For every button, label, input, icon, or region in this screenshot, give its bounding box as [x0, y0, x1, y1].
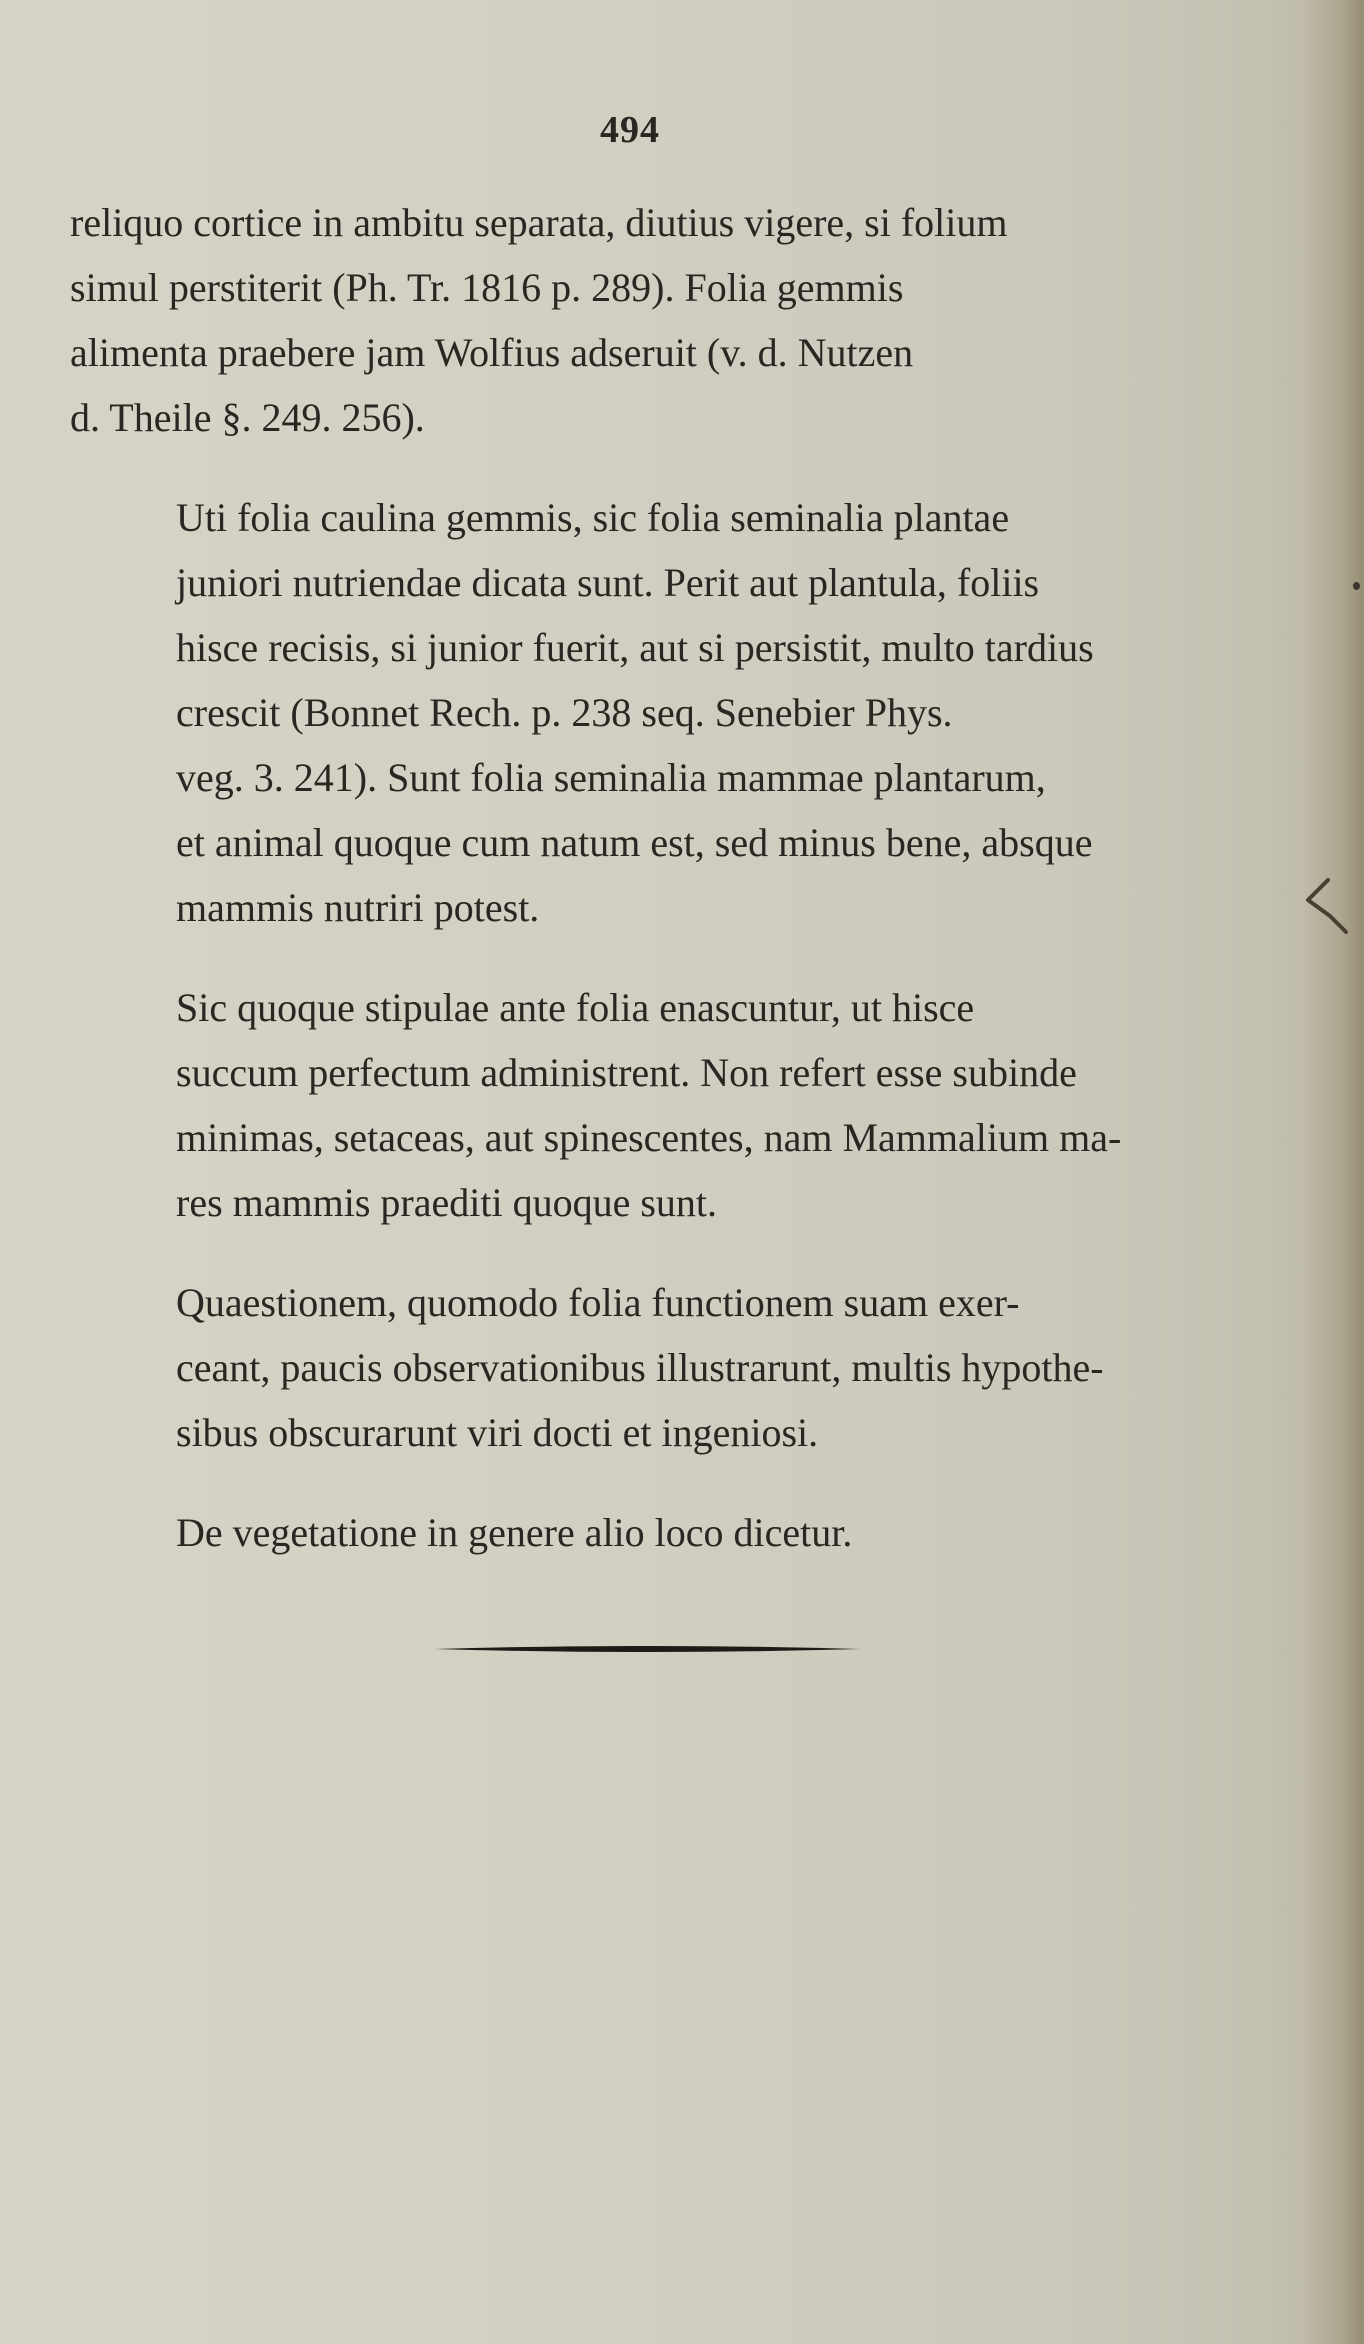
margin-dot: [1353, 582, 1360, 590]
text-line: alimenta praebere jam Wolfius adseruit (v. d. Nutzen: [70, 330, 914, 375]
text-line: minimas, setaceas, aut spinescentes, nam Mammalium ma-: [176, 1115, 1122, 1160]
section-end-rule: [435, 1641, 860, 1657]
text-line: res mammis praediti quoque sunt.: [176, 1180, 718, 1225]
text-line: veg. 3. 241). Sunt folia seminalia mammae plantarum,: [176, 755, 1046, 800]
paragraph-1: [70, 190, 1220, 450]
text-line: mammis nutriri potest.: [176, 885, 540, 930]
text-line: sibus obscurarunt viri docti et ingeniosi.: [176, 1410, 819, 1455]
text-line: Quaestionem, quomodo folia functionem suam exer-: [176, 1280, 1020, 1325]
body-text: [70, 190, 1220, 1600]
text-line: crescit (Bonnet Rech. p. 238 seq. Senebier Phys.: [176, 690, 953, 735]
text-line: juniori nutriendae dicata sunt. Perit aut plantula, foliis: [176, 560, 1040, 605]
paragraph-3: [70, 975, 1220, 1235]
margin-bracket-mark: [1300, 876, 1350, 936]
page-number: 494: [600, 109, 660, 151]
text-line: Uti folia caulina gemmis, sic folia seminalia plantae: [176, 495, 1010, 540]
text-line: succum perfectum administrent. Non refert esse subinde: [176, 1050, 1077, 1095]
paragraph-4: [70, 1270, 1220, 1465]
paragraph-2: [70, 485, 1220, 940]
text-line: ceant, paucis observationibus illustrarunt, multis hypothe-: [176, 1345, 1104, 1390]
text-line: hisce recisis, si junior fuerit, aut si persistit, multo tardius: [176, 625, 1094, 670]
text-line: Sic quoque stipulae ante folia enascuntur, ut hisce: [176, 985, 975, 1030]
text-line: simul perstiterit (Ph. Tr. 1816 p. 289). Folia gemmis: [70, 265, 904, 310]
page-edge-shadow: [1304, 0, 1364, 2344]
text-line: De vegetatione in genere alio loco dicetur.: [176, 1510, 853, 1555]
text-line: d. Theile §. 249. 256).: [70, 395, 425, 440]
paragraph-5: [70, 1500, 1220, 1565]
text-line: et animal quoque cum natum est, sed minus bene, absque: [176, 820, 1093, 865]
text-line: reliquo cortice in ambitu separata, diutius vigere, si folium: [70, 200, 1008, 245]
